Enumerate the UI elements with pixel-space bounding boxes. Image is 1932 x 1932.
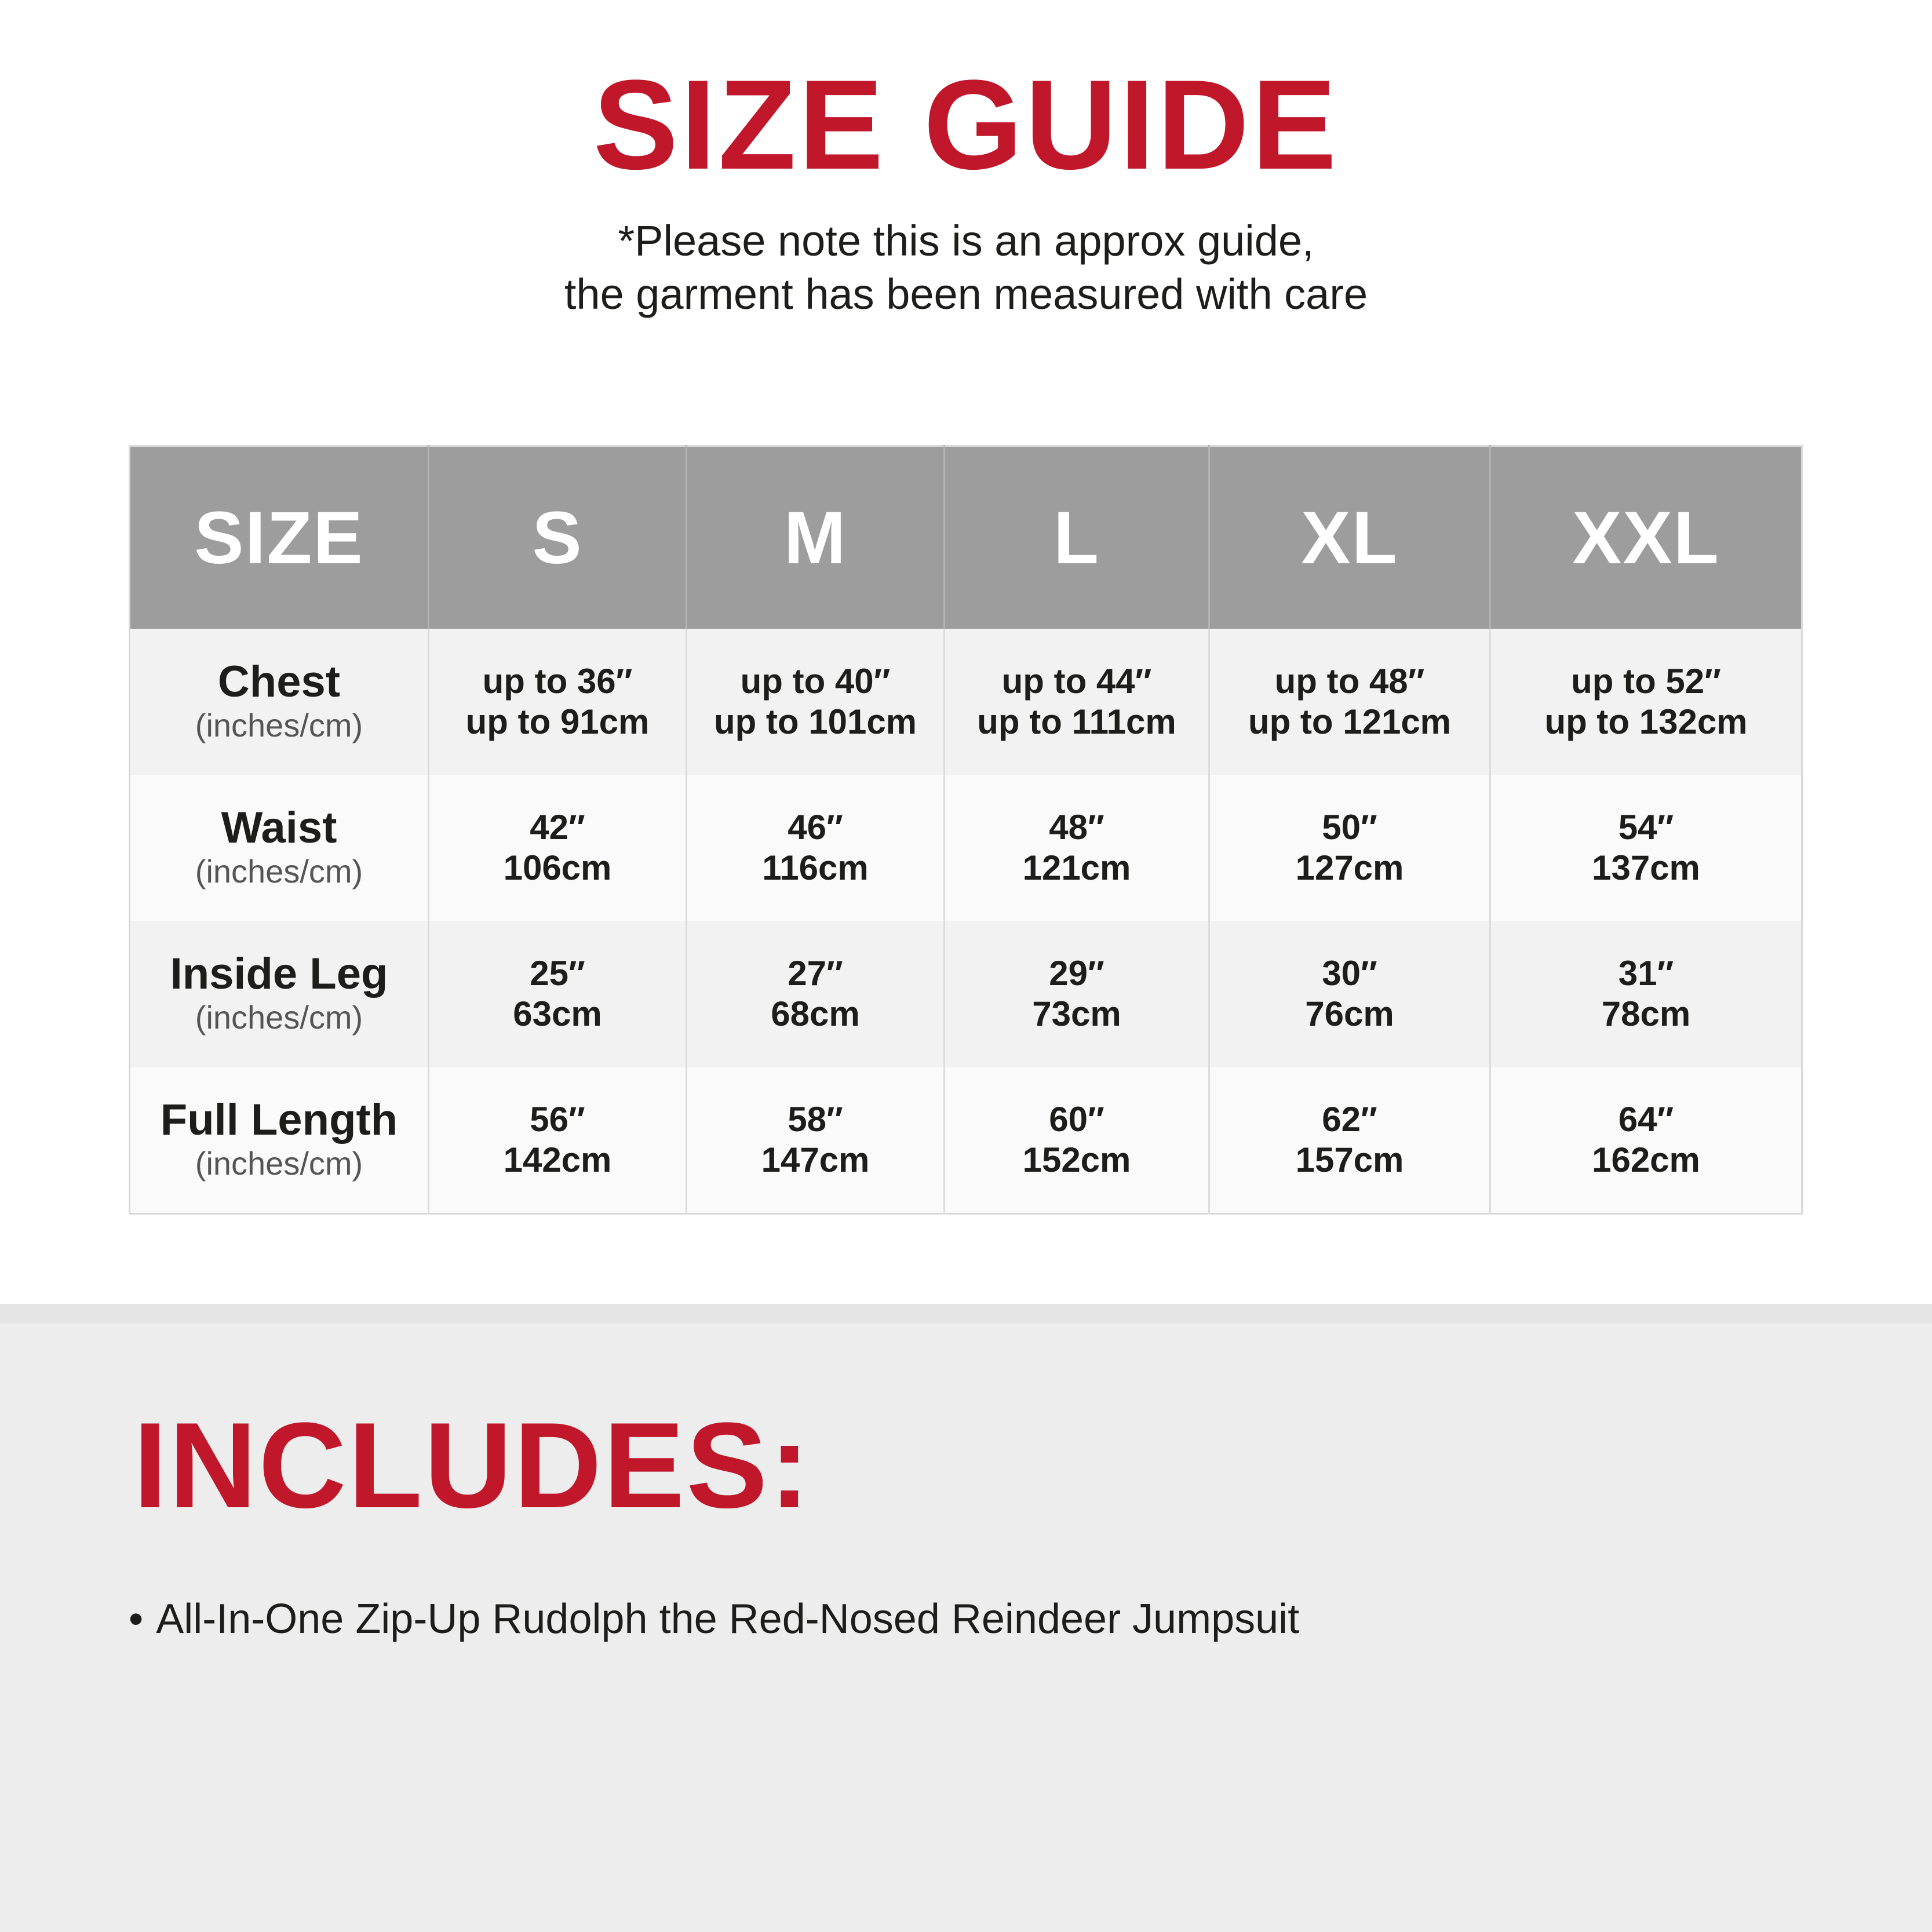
value-cm: 78cm [1601, 994, 1691, 1033]
table-row-waist [130, 775, 1802, 921]
row-label: Full Length [160, 1095, 398, 1144]
table-row-inside-leg [130, 921, 1802, 1067]
table-cell [1490, 629, 1802, 775]
row-label-cell [130, 629, 429, 775]
value-inches: 25″ [530, 954, 585, 993]
value-cm: 147cm [761, 1140, 870, 1179]
table-cell [1490, 775, 1802, 921]
table-cell [1490, 921, 1802, 1067]
row-unit: (inches/cm) [195, 707, 363, 743]
size-table [129, 445, 1803, 1215]
row-label-cell [130, 1067, 429, 1214]
row-unit: (inches/cm) [195, 853, 363, 890]
table-cell [1209, 921, 1490, 1067]
header-m: M [687, 446, 945, 629]
value-inches: up to 44″ [1001, 662, 1152, 701]
row-unit: (inches/cm) [195, 999, 363, 1036]
header-xxl: XXL [1490, 446, 1802, 629]
table-cell [1209, 629, 1490, 775]
value-cm: 152cm [1022, 1140, 1131, 1179]
value-cm: 127cm [1295, 848, 1404, 887]
value-inches: 29″ [1049, 954, 1104, 993]
table-cell [687, 629, 945, 775]
header-s: S [429, 446, 687, 629]
table-cell [429, 921, 687, 1067]
table-row-full-length [130, 1067, 1802, 1214]
row-label-cell [130, 775, 429, 921]
note-line-2: the garment has been measured with care [564, 270, 1368, 318]
value-cm: up to 132cm [1544, 702, 1748, 741]
table-cell [429, 629, 687, 775]
value-cm: 73cm [1032, 994, 1121, 1033]
value-inches: up to 36″ [482, 662, 633, 701]
row-label: Waist [221, 803, 337, 852]
table-cell [1209, 775, 1490, 921]
table-cell [1209, 1067, 1490, 1214]
row-label: Chest [217, 657, 341, 706]
value-inches: up to 52″ [1571, 662, 1721, 701]
table-cell [687, 1067, 945, 1214]
value-inches: 56″ [530, 1100, 585, 1139]
table-cell [687, 775, 945, 921]
row-label-cell [130, 921, 429, 1067]
value-cm: 142cm [503, 1140, 612, 1179]
header-l: L [945, 446, 1209, 629]
row-label: Inside Leg [170, 949, 388, 998]
table-cell [1490, 1067, 1802, 1214]
table-cell [945, 1067, 1209, 1214]
value-cm: 157cm [1295, 1140, 1404, 1179]
page-title: SIZE GUIDE [593, 53, 1339, 196]
includes-title: INCLUDES: [133, 1397, 812, 1533]
value-cm: up to 91cm [465, 702, 650, 741]
value-inches: 31″ [1618, 954, 1674, 993]
value-cm: 68cm [771, 994, 860, 1033]
includes-section [0, 1304, 1932, 1932]
table-cell [429, 775, 687, 921]
table-cell [945, 775, 1209, 921]
header-size: SIZE [130, 446, 429, 629]
table-cell [945, 921, 1209, 1067]
value-inches: 58″ [788, 1100, 843, 1139]
table-header-row [130, 446, 1802, 629]
table-cell [945, 629, 1209, 775]
value-cm: up to 111cm [977, 702, 1176, 741]
value-cm: 162cm [1592, 1140, 1700, 1179]
value-cm: up to 101cm [713, 702, 917, 741]
value-cm: 121cm [1022, 848, 1131, 887]
header-xl: XL [1209, 446, 1490, 629]
size-guide-note [0, 214, 1932, 321]
row-unit: (inches/cm) [195, 1145, 363, 1182]
value-inches: 64″ [1618, 1100, 1674, 1139]
value-inches: 48″ [1049, 808, 1104, 847]
table-cell [687, 921, 945, 1067]
includes-list [129, 1593, 1299, 1645]
value-cm: 63cm [513, 994, 602, 1033]
value-inches: 60″ [1049, 1100, 1104, 1139]
value-inches: 50″ [1322, 808, 1377, 847]
value-inches: 30″ [1322, 954, 1377, 993]
value-cm: 106cm [503, 848, 612, 887]
table-row-chest [130, 629, 1802, 775]
value-inches: up to 40″ [740, 662, 891, 701]
value-inches: 46″ [788, 808, 843, 847]
value-cm: 137cm [1592, 848, 1700, 887]
value-inches: up to 48″ [1274, 662, 1425, 701]
value-inches: 54″ [1618, 808, 1674, 847]
bullet-icon: • [129, 1596, 144, 1642]
value-cm: up to 121cm [1248, 702, 1452, 741]
list-item-text: All-In-One Zip-Up Rudolph the Red-Nosed Reindeer Jumpsuit [156, 1596, 1300, 1642]
value-inches: 62″ [1322, 1100, 1377, 1139]
value-cm: 116cm [762, 848, 869, 887]
value-inches: 42″ [530, 808, 585, 847]
note-line-1: *Please note this is an approx guide, [618, 217, 1314, 265]
table-cell [429, 1067, 687, 1214]
value-inches: 27″ [788, 954, 843, 993]
list-item [129, 1593, 1299, 1645]
value-cm: 76cm [1305, 994, 1394, 1033]
